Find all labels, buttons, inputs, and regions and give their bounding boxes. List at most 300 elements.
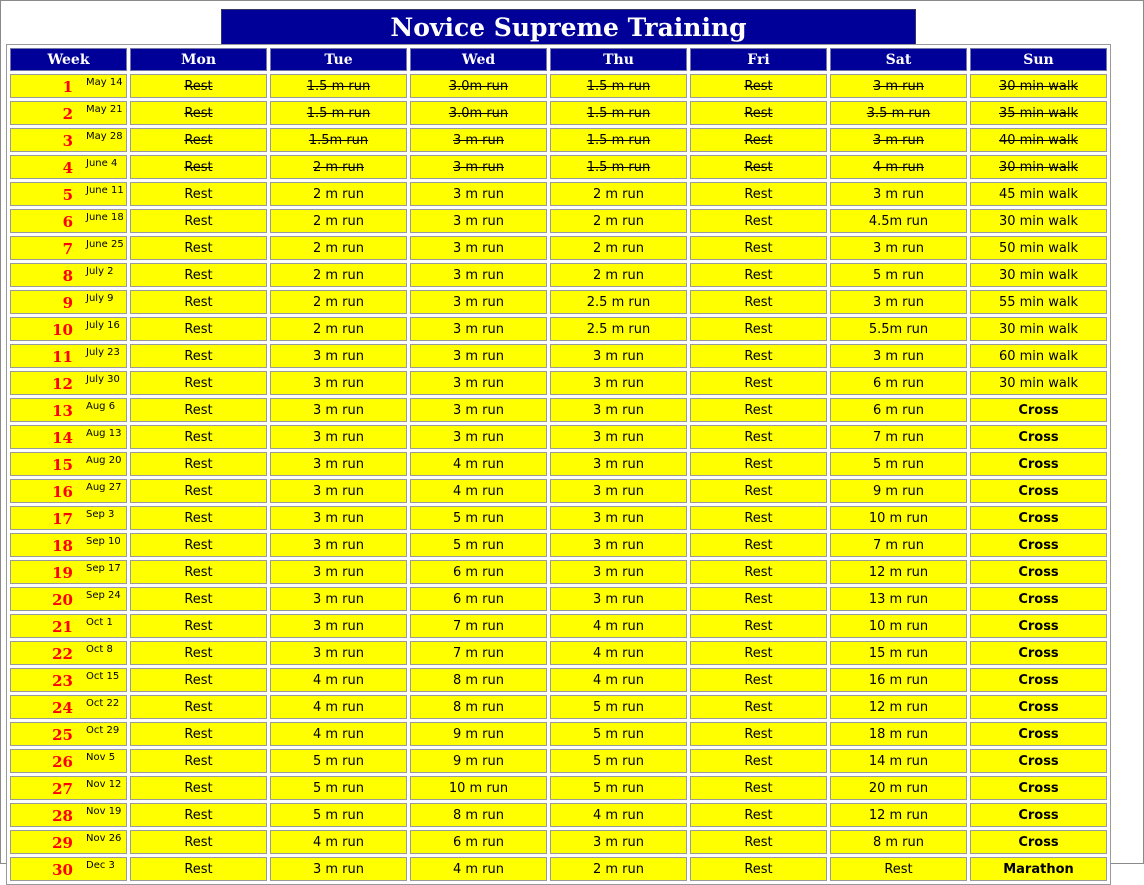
day-cell-tue: 1.5m run xyxy=(270,128,407,152)
day-cell-sun: 40 min walk xyxy=(970,128,1107,152)
day-cell-wed: 6 m run xyxy=(410,587,547,611)
week-date: Oct 8 xyxy=(86,644,113,655)
day-cell-mon: Rest xyxy=(130,344,267,368)
day-cell-wed: 8 m run xyxy=(410,695,547,719)
week-number: 30 xyxy=(52,861,73,879)
day-cell-sat: 9 m run xyxy=(830,479,967,503)
week-date: June 25 xyxy=(86,239,124,250)
week-number: 11 xyxy=(52,348,73,366)
day-cell-mon: Rest xyxy=(130,128,267,152)
week-number: 16 xyxy=(52,483,73,501)
day-cell-thu: 3 m run xyxy=(550,452,687,476)
table-row xyxy=(10,533,1107,557)
week-date: Nov 26 xyxy=(86,833,122,844)
week-cell xyxy=(10,263,127,287)
week-cell xyxy=(10,371,127,395)
table-row xyxy=(10,452,1107,476)
day-cell-fri: Rest xyxy=(690,101,827,125)
day-cell-sat: 4 m run xyxy=(830,155,967,179)
week-date: Oct 1 xyxy=(86,617,113,628)
day-cell-fri: Rest xyxy=(690,128,827,152)
week-number: 3 xyxy=(62,132,73,150)
week-cell xyxy=(10,641,127,665)
week-date: May 14 xyxy=(86,77,123,88)
day-cell-tue: 4 m run xyxy=(270,830,407,854)
day-cell-mon: Rest xyxy=(130,371,267,395)
day-cell-thu: 3 m run xyxy=(550,830,687,854)
week-number: 6 xyxy=(62,213,73,231)
day-cell-fri: Rest xyxy=(690,479,827,503)
day-cell-fri: Rest xyxy=(690,236,827,260)
day-cell-mon: Rest xyxy=(130,506,267,530)
day-cell-thu: 1.5 m run xyxy=(550,74,687,98)
day-cell-wed: 10 m run xyxy=(410,776,547,800)
day-cell-mon: Rest xyxy=(130,668,267,692)
week-number: 28 xyxy=(52,807,73,825)
table-row xyxy=(10,614,1107,638)
day-cell-sun: 30 min walk xyxy=(970,317,1107,341)
week-date: Aug 27 xyxy=(86,482,122,493)
day-cell-wed: 3 m run xyxy=(410,371,547,395)
week-cell xyxy=(10,479,127,503)
table-row xyxy=(10,182,1107,206)
week-cell xyxy=(10,182,127,206)
header-row xyxy=(10,48,1107,71)
day-cell-tue: 5 m run xyxy=(270,803,407,827)
day-cell-sat: 7 m run xyxy=(830,533,967,557)
day-cell-tue: 2 m run xyxy=(270,209,407,233)
day-cell-sat: 16 m run xyxy=(830,668,967,692)
week-date: May 28 xyxy=(86,131,123,142)
day-cell-thu: 2 m run xyxy=(550,236,687,260)
day-cell-tue: 3 m run xyxy=(270,506,407,530)
day-cell-thu: 2 m run xyxy=(550,209,687,233)
day-cell-thu: 3 m run xyxy=(550,398,687,422)
day-cell-mon: Rest xyxy=(130,101,267,125)
day-cell-mon: Rest xyxy=(130,857,267,881)
week-number: 9 xyxy=(62,294,73,312)
day-cell-mon: Rest xyxy=(130,155,267,179)
day-cell-fri: Rest xyxy=(690,695,827,719)
table-row xyxy=(10,479,1107,503)
day-cell-fri: Rest xyxy=(690,371,827,395)
day-cell-tue: 3 m run xyxy=(270,344,407,368)
day-cell-mon: Rest xyxy=(130,182,267,206)
week-cell xyxy=(10,236,127,260)
day-cell-tue: 3 m run xyxy=(270,479,407,503)
week-cell xyxy=(10,452,127,476)
day-cell-wed: 3.0m run xyxy=(410,101,547,125)
day-cell-mon: Rest xyxy=(130,398,267,422)
table-row xyxy=(10,101,1107,125)
day-cell-wed: 3 m run xyxy=(410,317,547,341)
day-cell-wed: 9 m run xyxy=(410,749,547,773)
day-cell-tue: 4 m run xyxy=(270,695,407,719)
week-date: Dec 3 xyxy=(86,860,115,871)
day-cell-mon: Rest xyxy=(130,452,267,476)
week-number: 10 xyxy=(52,321,73,339)
week-date: Nov 5 xyxy=(86,752,116,763)
week-number: 29 xyxy=(52,834,73,852)
day-cell-sun: Cross xyxy=(970,560,1107,584)
day-cell-sat: 5 m run xyxy=(830,263,967,287)
day-cell-wed: 8 m run xyxy=(410,803,547,827)
day-cell-wed: 9 m run xyxy=(410,722,547,746)
day-cell-sat: 15 m run xyxy=(830,641,967,665)
column-header-fri: Fri xyxy=(690,48,827,71)
day-cell-sat: 8 m run xyxy=(830,830,967,854)
week-cell xyxy=(10,776,127,800)
day-cell-sat: 5 m run xyxy=(830,452,967,476)
day-cell-tue: 2 m run xyxy=(270,290,407,314)
day-cell-fri: Rest xyxy=(690,587,827,611)
table-row xyxy=(10,857,1107,881)
day-cell-tue: 5 m run xyxy=(270,776,407,800)
week-date: Oct 29 xyxy=(86,725,120,736)
week-cell xyxy=(10,398,127,422)
day-cell-sun: 30 min walk xyxy=(970,155,1107,179)
day-cell-fri: Rest xyxy=(690,857,827,881)
day-cell-sun: Cross xyxy=(970,587,1107,611)
day-cell-mon: Rest xyxy=(130,425,267,449)
week-date: June 11 xyxy=(86,185,124,196)
day-cell-mon: Rest xyxy=(130,74,267,98)
day-cell-mon: Rest xyxy=(130,560,267,584)
day-cell-thu: 1.5 m run xyxy=(550,128,687,152)
day-cell-thu: 4 m run xyxy=(550,668,687,692)
table-row xyxy=(10,695,1107,719)
day-cell-fri: Rest xyxy=(690,344,827,368)
column-header-wed: Wed xyxy=(410,48,547,71)
day-cell-wed: 3 m run xyxy=(410,344,547,368)
day-cell-wed: 3 m run xyxy=(410,236,547,260)
table-row xyxy=(10,371,1107,395)
day-cell-thu: 3 m run xyxy=(550,533,687,557)
day-cell-fri: Rest xyxy=(690,803,827,827)
day-cell-fri: Rest xyxy=(690,668,827,692)
day-cell-tue: 2 m run xyxy=(270,236,407,260)
day-cell-thu: 5 m run xyxy=(550,749,687,773)
day-cell-tue: 3 m run xyxy=(270,587,407,611)
day-cell-tue: 3 m run xyxy=(270,614,407,638)
day-cell-tue: 2 m run xyxy=(270,155,407,179)
day-cell-tue: 4 m run xyxy=(270,722,407,746)
day-cell-fri: Rest xyxy=(690,776,827,800)
day-cell-thu: 2 m run xyxy=(550,182,687,206)
table-row xyxy=(10,317,1107,341)
week-cell xyxy=(10,155,127,179)
week-cell xyxy=(10,803,127,827)
day-cell-mon: Rest xyxy=(130,479,267,503)
week-cell xyxy=(10,317,127,341)
day-cell-sat: 6 m run xyxy=(830,398,967,422)
day-cell-sun: Cross xyxy=(970,695,1107,719)
column-header-week: Week xyxy=(10,48,127,71)
day-cell-wed: 5 m run xyxy=(410,533,547,557)
week-date: Sep 10 xyxy=(86,536,121,547)
week-number: 7 xyxy=(62,240,73,258)
week-number: 22 xyxy=(52,645,73,663)
week-cell xyxy=(10,668,127,692)
day-cell-fri: Rest xyxy=(690,830,827,854)
day-cell-sat: 12 m run xyxy=(830,560,967,584)
week-number: 18 xyxy=(52,537,73,555)
week-number: 1 xyxy=(62,78,73,96)
day-cell-sun: Cross xyxy=(970,668,1107,692)
day-cell-sun: 30 min walk xyxy=(970,263,1107,287)
day-cell-thu: 5 m run xyxy=(550,722,687,746)
week-cell xyxy=(10,722,127,746)
day-cell-tue: 3 m run xyxy=(270,560,407,584)
day-cell-sat: Rest xyxy=(830,857,967,881)
day-cell-tue: 1.5 m run xyxy=(270,74,407,98)
day-cell-thu: 3 m run xyxy=(550,506,687,530)
week-number: 26 xyxy=(52,753,73,771)
day-cell-fri: Rest xyxy=(690,155,827,179)
day-cell-sat: 12 m run xyxy=(830,695,967,719)
day-cell-sat: 7 m run xyxy=(830,425,967,449)
day-cell-fri: Rest xyxy=(690,560,827,584)
day-cell-tue: 5 m run xyxy=(270,749,407,773)
day-cell-thu: 1.5 m run xyxy=(550,101,687,125)
day-cell-tue: 1.5 m run xyxy=(270,101,407,125)
day-cell-wed: 3 m run xyxy=(410,290,547,314)
day-cell-tue: 4 m run xyxy=(270,668,407,692)
day-cell-mon: Rest xyxy=(130,776,267,800)
week-date: July 2 xyxy=(86,266,114,277)
day-cell-sun: 55 min walk xyxy=(970,290,1107,314)
week-date: June 18 xyxy=(86,212,124,223)
day-cell-sun: Cross xyxy=(970,452,1107,476)
day-cell-tue: 3 m run xyxy=(270,641,407,665)
week-number: 13 xyxy=(52,402,73,420)
day-cell-wed: 3 m run xyxy=(410,263,547,287)
day-cell-tue: 2 m run xyxy=(270,317,407,341)
day-cell-sun: Cross xyxy=(970,398,1107,422)
week-cell xyxy=(10,614,127,638)
week-date: Sep 24 xyxy=(86,590,121,601)
day-cell-thu: 2.5 m run xyxy=(550,317,687,341)
week-cell xyxy=(10,695,127,719)
day-cell-fri: Rest xyxy=(690,182,827,206)
week-date: July 23 xyxy=(86,347,120,358)
day-cell-sat: 6 m run xyxy=(830,371,967,395)
week-date: Nov 19 xyxy=(86,806,122,817)
day-cell-sun: Cross xyxy=(970,506,1107,530)
week-cell xyxy=(10,560,127,584)
table-row xyxy=(10,74,1107,98)
day-cell-sat: 13 m run xyxy=(830,587,967,611)
week-date: Aug 6 xyxy=(86,401,116,412)
table-row xyxy=(10,587,1107,611)
week-number: 5 xyxy=(62,186,73,204)
day-cell-wed: 3.0m run xyxy=(410,74,547,98)
day-cell-sat: 10 m run xyxy=(830,614,967,638)
table-row xyxy=(10,749,1107,773)
day-cell-thu: 2.5 m run xyxy=(550,290,687,314)
day-cell-sat: 5.5m run xyxy=(830,317,967,341)
day-cell-mon: Rest xyxy=(130,695,267,719)
day-cell-sat: 12 m run xyxy=(830,803,967,827)
day-cell-thu: 4 m run xyxy=(550,641,687,665)
day-cell-sat: 3 m run xyxy=(830,74,967,98)
day-cell-tue: 3 m run xyxy=(270,425,407,449)
week-cell xyxy=(10,425,127,449)
week-cell xyxy=(10,128,127,152)
day-cell-thu: 5 m run xyxy=(550,776,687,800)
week-cell xyxy=(10,749,127,773)
week-date: Oct 22 xyxy=(86,698,120,709)
day-cell-fri: Rest xyxy=(690,74,827,98)
day-cell-mon: Rest xyxy=(130,290,267,314)
day-cell-sat: 10 m run xyxy=(830,506,967,530)
day-cell-sat: 3 m run xyxy=(830,182,967,206)
week-number: 2 xyxy=(62,105,73,123)
day-cell-thu: 3 m run xyxy=(550,425,687,449)
table-row xyxy=(10,128,1107,152)
day-cell-sat: 3.5 m run xyxy=(830,101,967,125)
day-cell-tue: 2 m run xyxy=(270,182,407,206)
week-number: 8 xyxy=(62,267,73,285)
week-number: 12 xyxy=(52,375,73,393)
day-cell-fri: Rest xyxy=(690,641,827,665)
column-header-sat: Sat xyxy=(830,48,967,71)
day-cell-fri: Rest xyxy=(690,290,827,314)
week-date: July 9 xyxy=(86,293,114,304)
column-header-tue: Tue xyxy=(270,48,407,71)
day-cell-mon: Rest xyxy=(130,749,267,773)
day-cell-fri: Rest xyxy=(690,398,827,422)
day-cell-thu: 5 m run xyxy=(550,695,687,719)
day-cell-sun: Cross xyxy=(970,614,1107,638)
day-cell-sat: 3 m run xyxy=(830,344,967,368)
day-cell-mon: Rest xyxy=(130,803,267,827)
day-cell-sat: 3 m run xyxy=(830,290,967,314)
week-cell xyxy=(10,830,127,854)
day-cell-sat: 20 m run xyxy=(830,776,967,800)
day-cell-wed: 7 m run xyxy=(410,614,547,638)
day-cell-sat: 3 m run xyxy=(830,236,967,260)
day-cell-sat: 3 m run xyxy=(830,128,967,152)
day-cell-wed: 6 m run xyxy=(410,560,547,584)
day-cell-wed: 5 m run xyxy=(410,506,547,530)
day-cell-sat: 4.5m run xyxy=(830,209,967,233)
day-cell-tue: 3 m run xyxy=(270,533,407,557)
week-cell xyxy=(10,587,127,611)
day-cell-thu: 3 m run xyxy=(550,344,687,368)
week-cell xyxy=(10,533,127,557)
page-title: Novice Supreme Training xyxy=(221,9,916,45)
training-schedule-table xyxy=(6,44,1111,885)
table-row xyxy=(10,398,1107,422)
day-cell-sun: Cross xyxy=(970,776,1107,800)
week-date: Oct 15 xyxy=(86,671,120,682)
week-number: 19 xyxy=(52,564,73,582)
day-cell-sun: 45 min walk xyxy=(970,182,1107,206)
week-number: 4 xyxy=(62,159,73,177)
day-cell-sun: 30 min walk xyxy=(970,371,1107,395)
day-cell-wed: 7 m run xyxy=(410,641,547,665)
day-cell-fri: Rest xyxy=(690,317,827,341)
day-cell-mon: Rest xyxy=(130,317,267,341)
day-cell-mon: Rest xyxy=(130,236,267,260)
day-cell-sun: Cross xyxy=(970,425,1107,449)
table-body xyxy=(10,74,1107,881)
day-cell-sun: Cross xyxy=(970,830,1107,854)
week-number: 17 xyxy=(52,510,73,528)
day-cell-tue: 3 m run xyxy=(270,857,407,881)
day-cell-thu: 3 m run xyxy=(550,479,687,503)
day-cell-mon: Rest xyxy=(130,533,267,557)
week-date: July 30 xyxy=(86,374,120,385)
day-cell-wed: 3 m run xyxy=(410,182,547,206)
day-cell-fri: Rest xyxy=(690,614,827,638)
day-cell-wed: 3 m run xyxy=(410,398,547,422)
day-cell-thu: 3 m run xyxy=(550,560,687,584)
day-cell-tue: 3 m run xyxy=(270,452,407,476)
day-cell-fri: Rest xyxy=(690,533,827,557)
table-row xyxy=(10,344,1107,368)
week-cell xyxy=(10,857,127,881)
day-cell-fri: Rest xyxy=(690,263,827,287)
week-cell xyxy=(10,209,127,233)
week-cell xyxy=(10,101,127,125)
day-cell-wed: 4 m run xyxy=(410,857,547,881)
day-cell-mon: Rest xyxy=(130,209,267,233)
day-cell-mon: Rest xyxy=(130,263,267,287)
day-cell-sun: 30 min walk xyxy=(970,209,1107,233)
table-row xyxy=(10,830,1107,854)
day-cell-sun: 35 min walk xyxy=(970,101,1107,125)
day-cell-tue: 2 m run xyxy=(270,263,407,287)
day-cell-sun: Cross xyxy=(970,722,1107,746)
week-date: Sep 17 xyxy=(86,563,121,574)
week-date: Aug 13 xyxy=(86,428,122,439)
day-cell-mon: Rest xyxy=(130,830,267,854)
day-cell-thu: 4 m run xyxy=(550,803,687,827)
day-cell-fri: Rest xyxy=(690,722,827,746)
day-cell-fri: Rest xyxy=(690,425,827,449)
table-row xyxy=(10,668,1107,692)
week-number: 25 xyxy=(52,726,73,744)
column-header-sun: Sun xyxy=(970,48,1107,71)
day-cell-mon: Rest xyxy=(130,722,267,746)
week-cell xyxy=(10,290,127,314)
column-header-mon: Mon xyxy=(130,48,267,71)
week-number: 23 xyxy=(52,672,73,690)
table-row xyxy=(10,803,1107,827)
week-date: June 4 xyxy=(86,158,118,169)
week-date: July 16 xyxy=(86,320,120,331)
week-cell xyxy=(10,506,127,530)
day-cell-wed: 8 m run xyxy=(410,668,547,692)
week-number: 24 xyxy=(52,699,73,717)
day-cell-sun: 60 min walk xyxy=(970,344,1107,368)
day-cell-wed: 3 m run xyxy=(410,425,547,449)
day-cell-thu: 3 m run xyxy=(550,587,687,611)
day-cell-sun: Marathon xyxy=(970,857,1107,881)
day-cell-sun: Cross xyxy=(970,479,1107,503)
table-row xyxy=(10,425,1107,449)
table-row xyxy=(10,263,1107,287)
week-number: 14 xyxy=(52,429,73,447)
week-date: Aug 20 xyxy=(86,455,122,466)
day-cell-thu: 2 m run xyxy=(550,857,687,881)
day-cell-thu: 1.5 m run xyxy=(550,155,687,179)
table-row xyxy=(10,641,1107,665)
week-cell xyxy=(10,74,127,98)
day-cell-sun: Cross xyxy=(970,803,1107,827)
